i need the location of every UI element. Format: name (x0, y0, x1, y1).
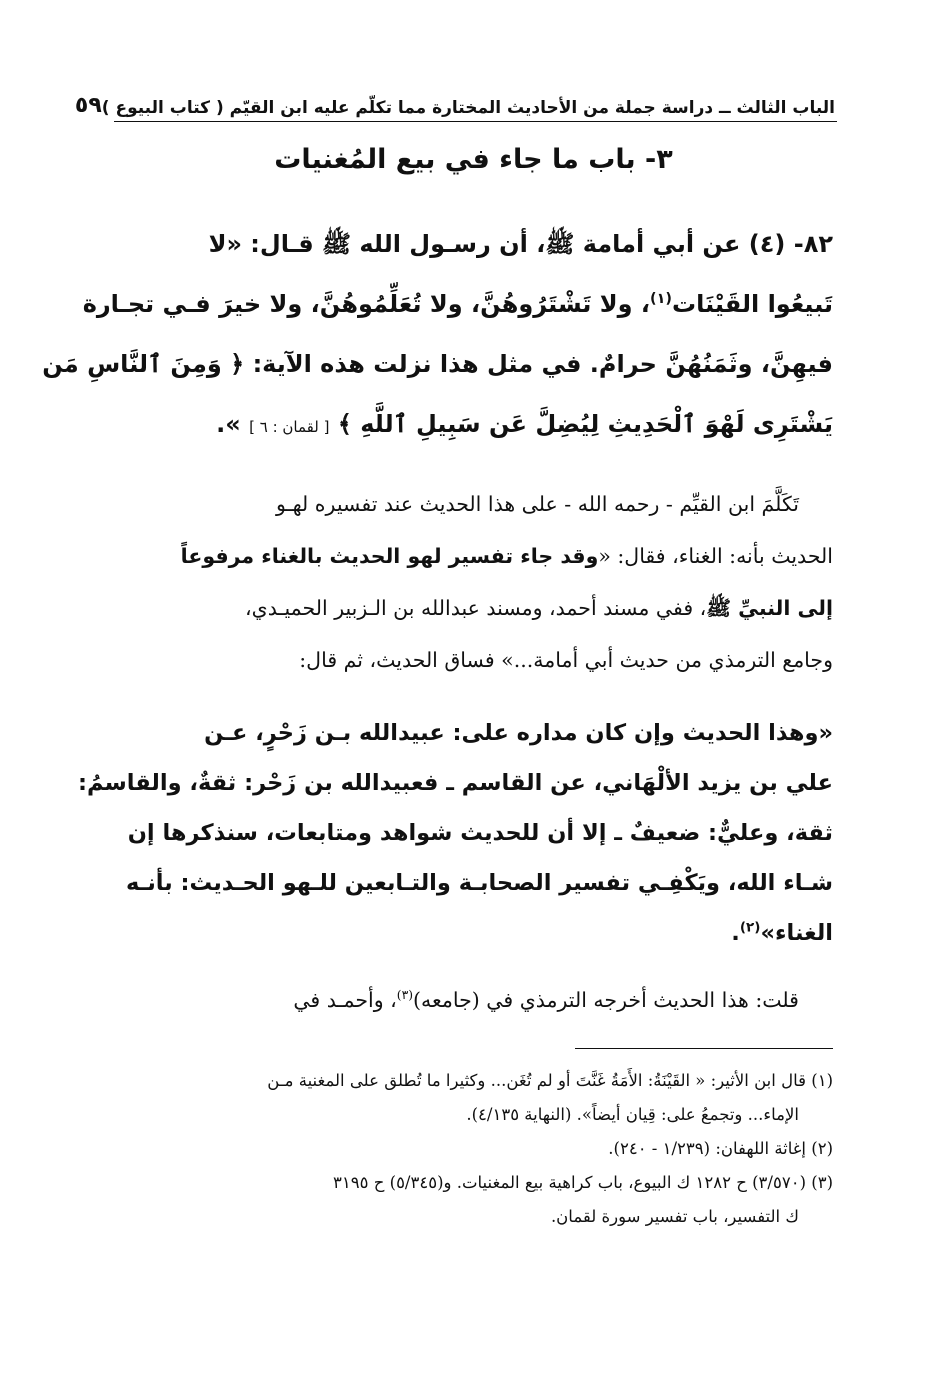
commentary-line (114, 530, 833, 582)
hadith-line-start: تَبيعُوا القَيْنَات (671, 290, 833, 318)
footnotes (114, 1064, 833, 1234)
commentary-text: الحديث بأنه: الغناء، فقال: « (598, 544, 833, 568)
commentary-paragraph (114, 478, 833, 686)
closing-text: قلت: هذا الحديث أخرجه الترمذي في (جامعه) (413, 988, 799, 1012)
footnote-3: (٣) (٣/٥٧٠) ح ١٢٨٢ ك البيوع، باب كراهية بيع المغنيات. و(٥/٣٤٥) ح ٣١٩٥ (333, 1173, 833, 1192)
quran-verse: يَشْتَرِى لَهْوَ ٱلْحَدِيثِ لِيُضِلَّ عَن سَبِيلِ ٱللَّهِ ﴾ (337, 410, 833, 438)
commentary-line: تَكَلَّمَ ابن القيِّم - رحمه الله - على هذا الحديث عند تفسيره لهـو (275, 492, 799, 516)
section-title: ٣- باب ما جاء في بيع المُغنيات (274, 144, 673, 175)
hadith-closing: ». (216, 410, 241, 438)
quote-line: ثقة، وعليٌّ: ضعيفٌ ـ إلا أن للحديث شواهد ومتابعات، سنذكرها إن (127, 820, 833, 846)
closing-text: ، وأحمـد في (293, 988, 397, 1012)
running-title: الباب الثالث ــ دراسة جملة من الأحاديث المختارة مما تكلّم عليه ابن القيّم ( كتاب البيوع ) (101, 98, 835, 118)
page-header (74, 84, 835, 118)
hadith-line (82, 274, 833, 334)
footnote-1: (١) قال ابن الأثير: « القَيْنَةُ: الأَمَةُ غَنَّتَ أو لم تُغَن... وكثيرا ما تُطلق على المغنية مـن (267, 1071, 833, 1090)
commentary-text: ، ففي مسند أحمد، ومسند عبدالله بن الـزبير الحميـدي، (245, 596, 707, 620)
footnote-marker[interactable]: (٢) (739, 919, 761, 936)
footnote-3-continued: ك التفسير، باب تفسير سورة لقمان. (550, 1207, 799, 1226)
footnote-marker[interactable]: (٣) (396, 988, 413, 1003)
hadith-line-rest: ، ولا تَشْتَرُوهُنَّ، ولا تُعَلِّمُوهُنَّ، ولا خيرَ فـي تجـارة (82, 290, 651, 318)
quote-line (114, 908, 833, 958)
footnote-divider (575, 1048, 833, 1049)
footnote-marker[interactable]: (١) (650, 291, 672, 307)
quote-line: علي بن يزيد الألْهَاني، عن القاسم ـ فعبيدالله بن زَحْر: ثقةٌ، والقاسمُ: (78, 770, 833, 796)
quote-period: . (731, 920, 740, 946)
quote-end: الغناء» (760, 920, 833, 946)
commentary-bold: وقد جاء تفسير لهو الحديث بالغناء مرفوعاً (180, 544, 599, 568)
header-divider (114, 121, 837, 122)
hadith-line: فيهِنَّ، وثَمَنُهُنَّ حرامٌ. في مثل هذا نزلت هذه الآية: ﴿ وَمِنَ ٱلنَّاسِ مَن (42, 350, 833, 378)
ibn-qayyim-quote (78, 708, 833, 958)
commentary-line (114, 582, 833, 634)
hadith-line: ٨٢- (٤) عن أبي أمامة ﷺ، أن رسـول الله ﷺ قـال: «لا (208, 230, 833, 258)
commentary-bold: إلى النبيِّ ﷺ (706, 596, 833, 620)
commentary-line: وجامع الترمذي من حديث أبي أمامة...» فساق الحديث، ثم قال: (299, 648, 833, 672)
footnote-1-continued: الإماء... وتجمعُ على: قِيان أيضاً». (النهاية ٤/١٣٥). (466, 1105, 799, 1124)
hadith-line (114, 394, 833, 457)
verse-citation: [ لقمان : ٦ ] (249, 418, 330, 436)
closing-paragraph (114, 980, 833, 1020)
page-number: ٥٩ (74, 93, 102, 118)
hadith-text (42, 214, 833, 457)
quote-line: شـاء الله، ويَكْفِـي تفسير الصحابـة والتـابعين للـهو الحـديث: بأنـه (126, 870, 833, 896)
quote-line: «وهذا الحديث وإن كان مداره على: عبيدالله بـن زَحْرٍ، عـن (204, 720, 833, 746)
footnote-2: (٢) إغاثة اللهفان: (١/٢٣٩ - ٢٤٠). (608, 1139, 833, 1158)
